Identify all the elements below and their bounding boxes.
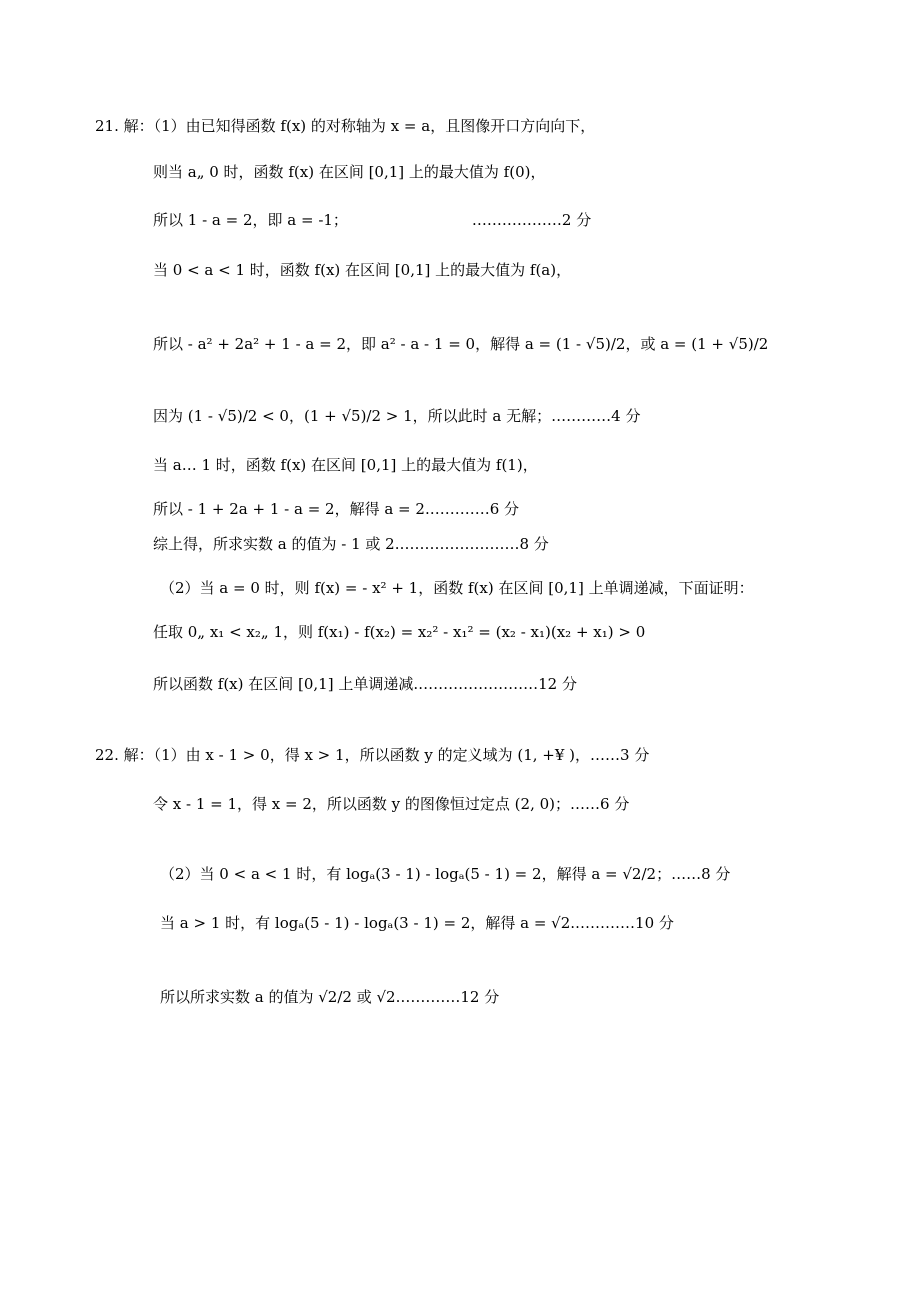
q21-line-4: 当 0 < a < 1 时，函数 f(x) 在区间 [0,1] 上的最大值为 f(a)， — [153, 261, 572, 279]
q22-line-2: 令 x - 1 = 1，得 x = 2，所以函数 y 的图像恒过定点 (2, 0)；……6 分 — [153, 795, 630, 813]
q21-line-3: 所以 1 - a = 2，即 a = -1； ………………2 分 — [153, 211, 592, 229]
q22-line-5: 所以所求实数 a 的值为 √2/2 或 √2.…………12 分 — [160, 988, 500, 1006]
q21-line-7: 当 a… 1 时，函数 f(x) 在区间 [0,1] 上的最大值为 f(1)， — [153, 456, 538, 474]
q21-line-12: 所以函数 f(x) 在区间 [0,1] 上单调递减.……………………12 分 — [153, 675, 577, 693]
q21-line-11: 任取 0„ x₁ < x₂„ 1，则 f(x₁) - f(x₂) = x₂² - x₁² = (x₂ - x₁)(x₂ + x₁) > 0 — [153, 623, 646, 641]
q21-line-2: 则当 a„ 0 时，函数 f(x) 在区间 [0,1] 上的最大值为 f(0)， — [153, 163, 546, 181]
q22-line-1: 22. 解：（1）由 x - 1 > 0，得 x > 1，所以函数 y 的定义域为 (1, +¥ )，……3 分 — [95, 746, 650, 764]
q21-line-10: （2）当 a = 0 时，则 f(x) = - x² + 1，函数 f(x) 在区间 [0,1] 上单调递减，下面证明： — [160, 579, 754, 597]
q21-line-5: 所以 - a² + 2a² + 1 - a = 2，即 a² - a - 1 = 0，解得 a = (1 - √5)/2，或 a = (1 + √5)/2 — [153, 335, 769, 353]
q22-line-3: （2）当 0 < a < 1 时，有 logₐ(3 - 1) - logₐ(5 - 1) = 2，解得 a = √2/2；……8 分 — [160, 865, 731, 883]
q21-line-6: 因为 (1 - √5)/2 < 0，(1 + √5)/2 > 1，所以此时 a 无解；…………4 分 — [153, 407, 641, 425]
q21-line-9: 综上得，所求实数 a 的值为 - 1 或 2.……………………8 分 — [153, 535, 549, 553]
q21-line-8: 所以 - 1 + 2a + 1 - a = 2，解得 a = 2.…………6 分 — [153, 500, 520, 518]
q21-line-1: 21. 解：（1）由已知得函数 f(x) 的对称轴为 x = a，且图像开口方向向下， — [95, 117, 596, 135]
q22-line-4: 当 a > 1 时，有 logₐ(5 - 1) - logₐ(3 - 1) = 2，解得 a = √2.…………10 分 — [160, 914, 674, 932]
